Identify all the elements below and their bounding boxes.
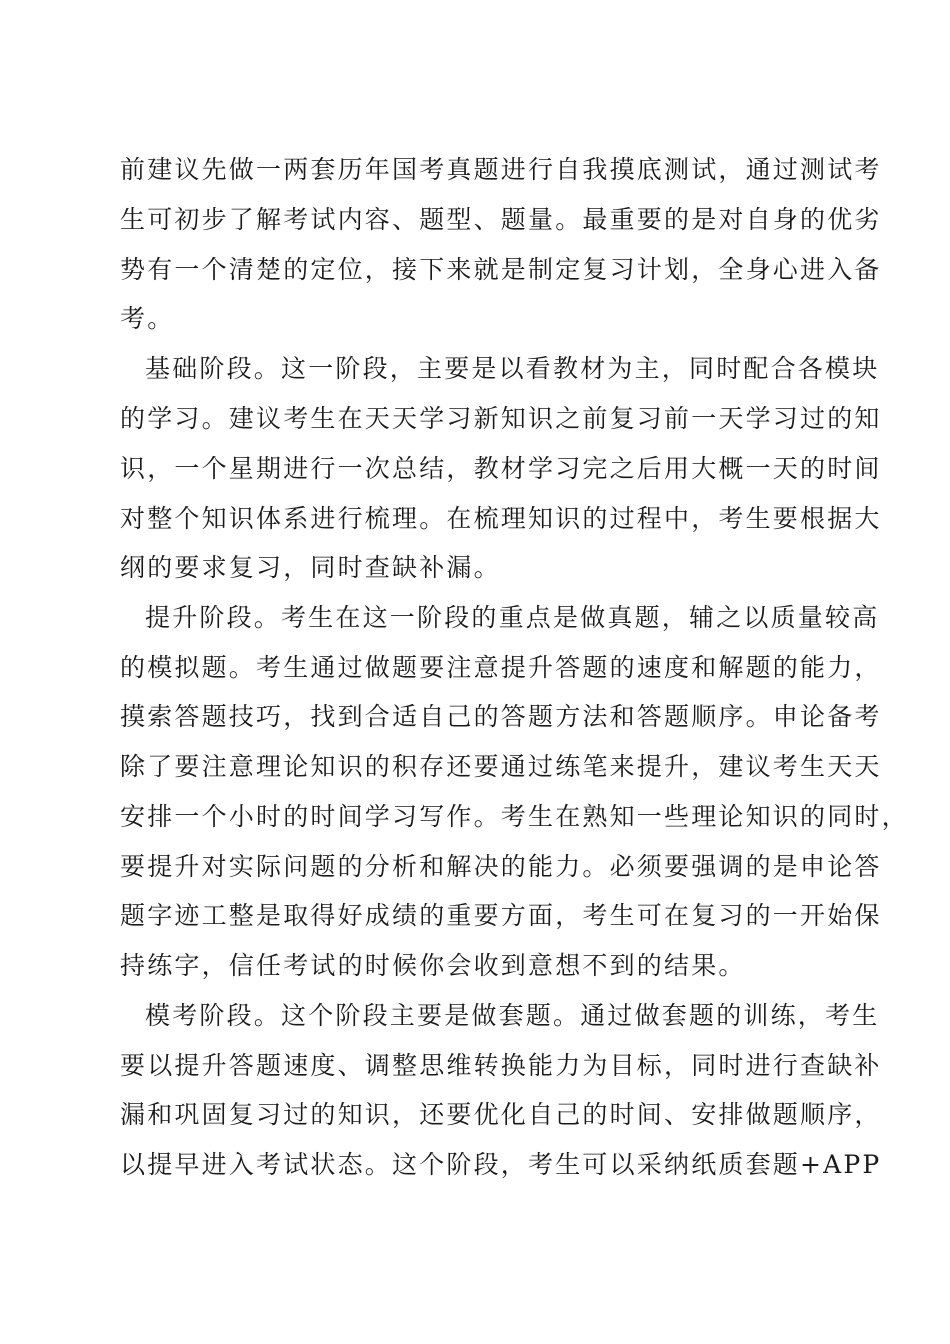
text-line: 持练字，信任考试的时候你会收到意想不到的结果。 [120,951,746,980]
text-line: 题字迹工整是取得好成绩的重要方面，考生可在复习的一开始保 [120,901,882,930]
paragraph-first-line: 提升阶段。考生在这一阶段的重点是做真题，辅之以质量较高 [145,603,880,632]
text-line: 纲的要求复习，同时查缺补漏。 [120,553,501,582]
text-line: 要提升对实际问题的分析和解决的能力。必须要强调的是申论答 [120,852,882,881]
text-line: 以提早进入考试状态。这个阶段，考生可以采纳纸质套题+APP [120,1150,882,1179]
text-line: 考。 [120,304,175,333]
paragraph-first-line: 基础阶段。这一阶段，主要是以看教材为主，同时配合各模块 [145,354,880,383]
text-line: 生可初步了解考试内容、题型、题量。最重要的是对自身的优劣 [120,205,882,234]
text-line: 识，一个星期进行一次总结，教材学习完之后用大概一天的时间 [120,454,882,483]
text-line: 前建议先做一两套历年国考真题进行自我摸底测试，通过测试考 [120,155,882,184]
text-line: 漏和巩固复习过的知识，还要优化自己的时间、安排做题顺序， [120,1100,882,1129]
text-line: 的学习。建议考生在天天学习新知识之前复习前一天学习过的知 [120,404,882,433]
text-line: 要以提升答题速度、调整思维转换能力为目标，同时进行查缺补 [120,1051,882,1080]
text-line: 摸索答题技巧，找到合适自己的答题方法和答题顺序。申论备考 [120,702,882,731]
text-line: 安排一个小时的时间学习写作。考生在熟知一些理论知识的同时， [120,802,909,831]
text-line: 的模拟题。考生通过做题要注意提升答题的速度和解题的能力， [120,653,882,682]
text-line: 除了要注意理论知识的积存还要通过练笔来提升，建议考生天天 [120,752,882,781]
paragraph-first-line: 模考阶段。这个阶段主要是做套题。通过做套题的训练，考生 [145,1001,880,1030]
text-line: 对整个知识体系进行梳理。在梳理知识的过程中，考生要根据大 [120,504,882,533]
text-line: 势有一个清楚的定位，接下来就是制定复习计划，全身心进入备 [120,255,882,284]
